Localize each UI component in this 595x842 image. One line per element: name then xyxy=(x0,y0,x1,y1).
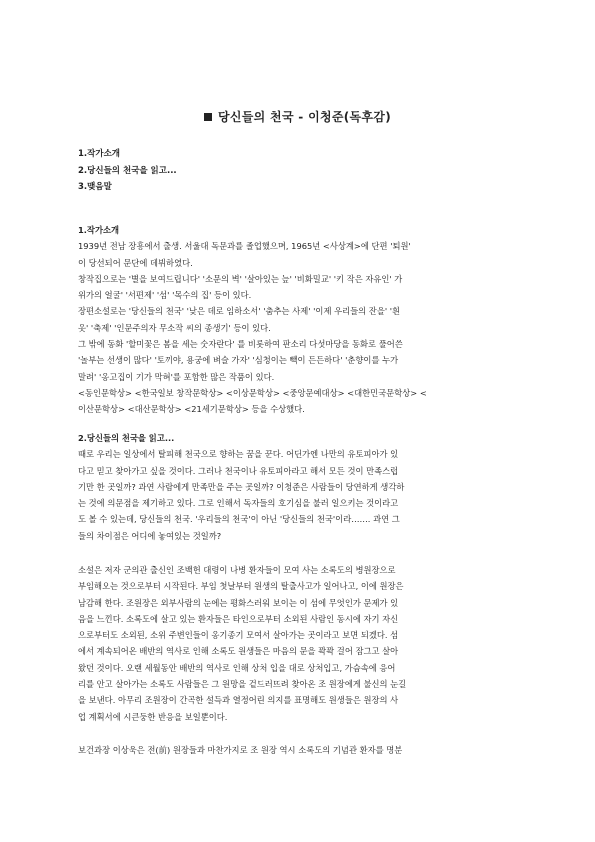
text-line: 말려' '옹고집이 기가 막혀'를 포함한 많은 작품이 있다. xyxy=(78,371,275,382)
text-line: 소설은 저자 군의관 출신인 조백헌 대령이 나병 환자들이 모여 사는 소록도의 병원장으로 xyxy=(78,565,396,575)
toc-item: 3.맺음말 xyxy=(78,182,112,192)
text-line: 보건과장 이상욱은 전(前) 원장들과 마찬가지로 조 원장 역시 소록도의 기념관 환자를 명분 xyxy=(78,745,403,755)
toc-item: 2.당신들의 천국을 읽고... xyxy=(78,165,177,176)
paragraph xyxy=(78,446,518,544)
section-review-body xyxy=(78,562,518,725)
text-line: 장편소설로는 '당신들의 천국' '낮은 데로 임하소서' '춤추는 사제' '이제 우리들의 잔을' '흰 xyxy=(78,306,401,317)
text-line: 왔던 것이다. 오랜 세월동안 배반의 역사로 인해 상처 입을 대로 상처입고, 가슴속에 응어 xyxy=(78,662,396,673)
text-line: 부임해오는 것으로부터 시작된다. 부임 첫날부터 원생의 탈출사고가 일어나고, 이에 원장은 xyxy=(78,581,404,592)
text-line: 리를 안고 살아가는 소록도 사람들은 그 원망을 겉드러뜨려 찾아온 조 원장에게 불신의 눈길 xyxy=(78,679,407,690)
text-line: 는 것에 의문점을 제기하고 있다. 그로 인해서 독자들의 호기심을 불러 일으키는 것이라고 xyxy=(78,498,399,509)
square-bullet-icon xyxy=(204,113,212,121)
title-text: 당신들의 천국 - 이청준(독후감) xyxy=(218,110,391,124)
text-line: 이산문학상> <대산문학상> <21세기문학상> 등을 수상했다. xyxy=(78,404,305,415)
text-line: 옷' '축제' '인문주의자 무소작 씨의 종생기' 등이 있다. xyxy=(78,322,271,333)
text-line: 이 당선되어 문단에 데뷔하였다. xyxy=(78,257,193,268)
table-of-contents xyxy=(78,146,177,196)
text-line: 기만 한 곳일까? 과연 사람에게 만족만을 주는 곳일까? 이청준은 사람들이 당연하게 생각하 xyxy=(78,481,405,492)
text-line: 에서 계속되어온 배반의 역사로 인해 소록도 원생들은 마음의 문을 꽉꽉 걸어 잠그고 살아 xyxy=(78,646,399,657)
toc-item: 1.작가소개 xyxy=(78,149,120,159)
paragraph xyxy=(78,562,518,725)
text-line: 들의 차이점은 어디에 놓여있는 것일까? xyxy=(78,530,222,541)
paragraph xyxy=(78,742,518,758)
text-line: 때로 우리는 일상에서 탈피해 천국으로 향하는 꿈을 꾼다. 어딘가엔 나만의 유토피아가 있 xyxy=(78,449,399,460)
text-line: 으로부터도 소외된, 소위 주변인들이 옹기종기 모여서 살아가는 곳이라고 보면 되겠다. 섬 xyxy=(78,630,399,641)
section-review-continued xyxy=(78,742,518,758)
text-line: 도 볼 수 있는데, 당신들의 천국. '우리들의 천국'이 아닌 '당신들의 천국'이라……. 과연 그 xyxy=(78,514,400,525)
text-line: 1939년 전남 장흥에서 출생. 서울대 독문과를 졸업했으며, 1965년 <사상계>에 단편 '퇴원' xyxy=(78,241,411,252)
text-line: 남감해 한다. 조원장은 외부사람의 눈에는 평화스러워 보이는 이 섬에 무엇인가 문제가 있 xyxy=(78,597,399,608)
text-line: 을 보낸다. 아무리 조원장이 간곡한 설득과 열정어린 의지를 표명해도 원생들은 원장의 사 xyxy=(78,695,399,706)
text-line: 위가의 얼굴' '서편제' '섬' '목수의 집' 등이 있다. xyxy=(78,290,252,301)
text-line: 그 밖에 동화 '할미꽃은 봄을 세는 숫자란다' 를 비롯하여 판소리 다섯마당을 동화로 풀어쓴 xyxy=(78,339,403,350)
text-line: 업 계획서에 시큰둥한 반응을 보일뿐이다. xyxy=(78,711,228,722)
text-line: <동인문학상> <한국일보 창작문학상> <이상문학상> <중앙문예대상> <대한민국문학상> < xyxy=(78,387,427,398)
section-heading: 1.작가소개 xyxy=(78,225,119,235)
document-title xyxy=(0,108,595,125)
text-line: 음을 느낀다. 소록도에 살고 있는 환자들은 타인으로부터 소외된 사람인 동시에 자기 자신 xyxy=(78,613,399,624)
text-line: 다고 믿고 찾아가고 싶을 것이다. 그러나 천국이나 유토피아라고 해서 모든 것이 만족스럽 xyxy=(78,465,399,476)
text-line: 창작집으로는 '별을 보여드립니다' '소문의 벽' '살아있는 늪' '비화밀교' '키 작은 자유인' 가 xyxy=(78,273,403,284)
section-review xyxy=(78,430,518,544)
section-author-intro xyxy=(78,222,518,418)
paragraph xyxy=(78,238,518,417)
section-heading: 2.당신들의 천국을 읽고... xyxy=(78,433,175,443)
text-line: '놀부는 선생이 많다' '토끼야, 용궁에 벼슬 가자' '심청이는 빽이 든든하다' '춘향이를 누가 xyxy=(78,355,399,366)
